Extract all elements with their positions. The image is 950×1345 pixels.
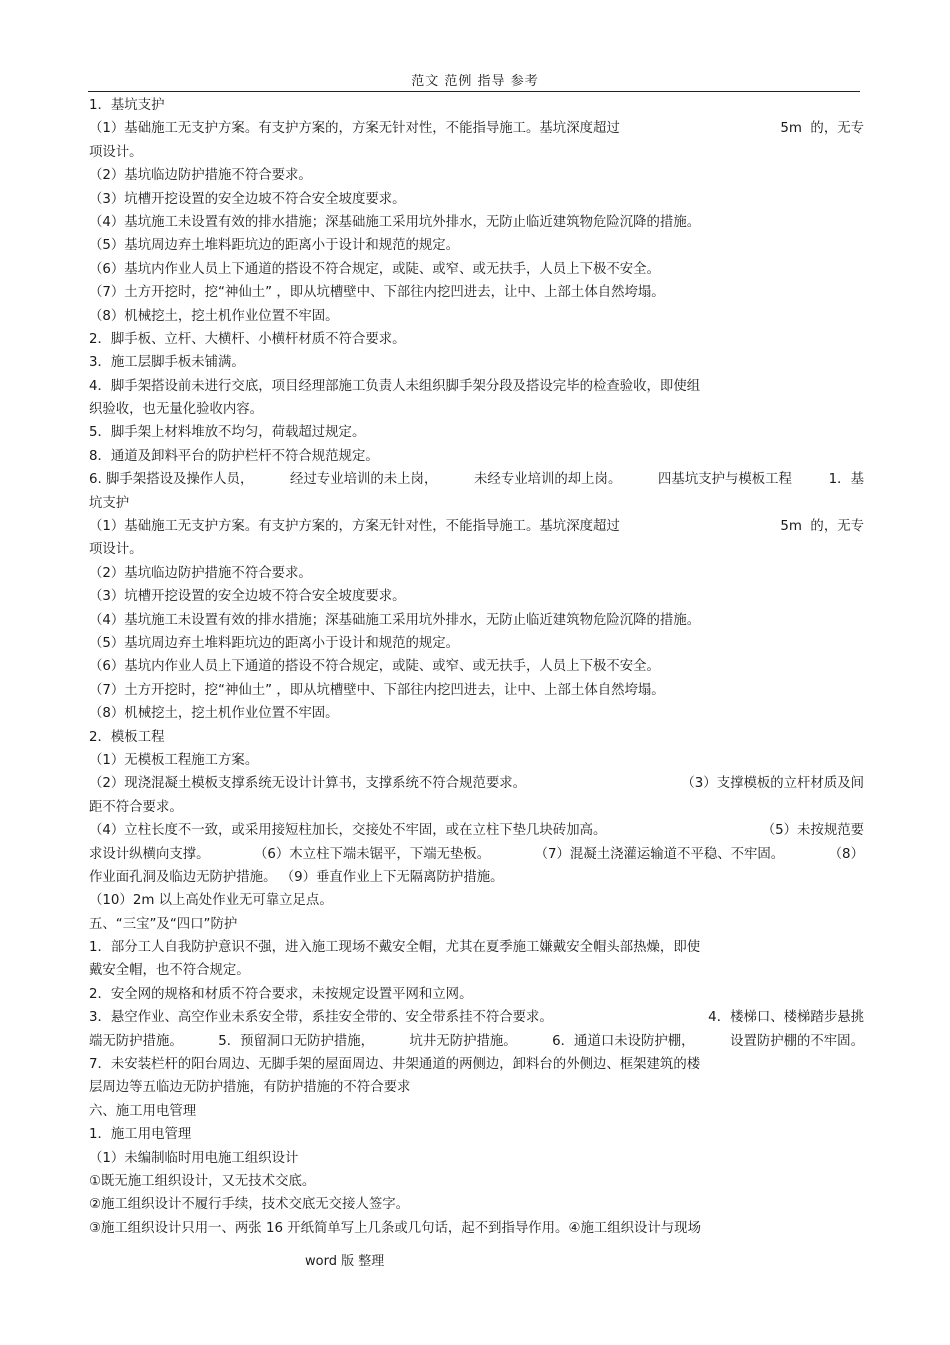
header-divider [88, 91, 860, 92]
text-segment: （5）未按规范要 [761, 823, 864, 839]
text-line: 1．施工用电管理 [89, 1127, 192, 1143]
text-line: 五、“三宝”及“四口”防护 [89, 916, 238, 932]
text-line: （6）基坑内作业人员上下通道的搭设不符合规定，或陡、或窄、或无扶手，人员上下极不安全。 [89, 659, 660, 675]
document-body [89, 94, 864, 1240]
text-line: 戴安全帽，也不符合规定。 [89, 963, 250, 979]
text-line: 层周边等五临边无防护措施，有防护措施的不符合要求 [89, 1080, 411, 1096]
text-line: 项设计。 [89, 144, 143, 160]
text-segment: 四基坑支护与模板工程 [658, 472, 792, 488]
text-line: （2）基坑临边防护措施不符合要求。 [89, 168, 312, 184]
text-line: 六、施工用电管理 [89, 1103, 197, 1119]
text-segment: 端无防护措施。 [89, 1033, 183, 1049]
text-segment: （8） [828, 846, 864, 862]
text-line: 项设计。 [89, 542, 143, 558]
text-line: （5）基坑周边弃土堆料距坑边的距离小于设计和规范的规定。 [89, 635, 460, 651]
page-header: 范文 范例 指导 参考 [411, 74, 539, 89]
text-line [89, 515, 864, 538]
text-segment: 5m 的，无专 [780, 519, 864, 535]
text-line: （1）无模板工程施工方案。 [89, 752, 259, 768]
text-line [89, 843, 864, 866]
text-line: ②施工组织设计不履行手续，技术交底无交接人签字。 [89, 1197, 409, 1213]
text-segment: 6．通道口未设防护棚， [552, 1033, 695, 1049]
text-line: （8）机械挖土，挖土机作业位置不牢固。 [89, 308, 339, 324]
page-footer: word 版 整理 [305, 1254, 385, 1269]
text-line: （6）基坑内作业人员上下通道的搭设不符合规定，或陡、或窄、或无扶手，人员上下极不安全。 [89, 261, 660, 277]
text-line: 2．脚手板、立杆、大横杆、小横杆材质不符合要求。 [89, 331, 406, 347]
text-segment: （4）立柱长度不一致，或采用接短柱加长，交接处不牢固，或在立柱下垫几块砖加高。 [89, 823, 607, 839]
text-segment: 设置防护棚的不牢固。 [730, 1033, 864, 1049]
text-segment: （1）基础施工无支护方案。有支护方案的，方案无针对性，不能指导施工。基坑深度超过 [89, 121, 620, 137]
text-line [89, 772, 864, 795]
text-line [89, 117, 864, 140]
text-segment: 4．楼梯口、楼梯踏步悬挑 [708, 1010, 864, 1026]
text-segment: （7）混凝土浇灌运输道不平稳、不牢固。 [534, 846, 785, 862]
text-line: 5．脚手架上材料堆放不均匀，荷载超过规定。 [89, 425, 366, 441]
text-line: （1）未编制临时用电施工组织设计 [89, 1150, 299, 1166]
text-line [89, 1030, 864, 1053]
text-line [89, 819, 864, 842]
text-segment: 求设计纵横向支撑。 [89, 846, 210, 862]
text-line: 1．基坑支护 [89, 98, 165, 113]
text-segment: 未经专业培训的却上岗。 [474, 472, 622, 488]
text-line [89, 468, 864, 491]
text-segment: 6. 脚手架搭设及操作人员， [89, 472, 254, 488]
text-line: 距不符合要求。 [89, 799, 183, 815]
text-line: （3）坑槽开挖设置的安全边坡不符合安全坡度要求。 [89, 589, 406, 605]
text-segment: 经过专业培训的未上岗， [290, 472, 438, 488]
text-segment: （2）现浇混凝土模板支撑系统无设计计算书，支撑系统不符合规范要求。 [89, 776, 527, 792]
text-line: 2．模板工程 [89, 729, 165, 745]
text-segment: 3．悬空作业、高空作业未系安全带，系挂安全带的、安全带系挂不符合要求。 [89, 1010, 553, 1026]
text-line: 织验收，也无量化验收内容。 [89, 402, 264, 418]
text-line: ①既无施工组织设计，又无技术交底。 [89, 1173, 316, 1189]
text-segment: 坑井无防护措施。 [409, 1033, 517, 1049]
text-line: 7．未安装栏杆的阳台周边、无脚手架的屋面周边、井架通道的两侧边，卸料台的外侧边、框架建筑的楼 [89, 1057, 701, 1073]
text-segment: （1）基础施工无支护方案。有支护方案的，方案无针对性，不能指导施工。基坑深度超过 [89, 519, 620, 535]
text-line: （7）土方开挖时，挖“神仙土” ，即从坑槽壁中、下部往内挖凹进去，让中、上部土体自然垮塌。 [89, 285, 665, 301]
text-line: （2）基坑临边防护措施不符合要求。 [89, 565, 312, 581]
text-line: 2．安全网的规格和材质不符合要求，未按规定设置平网和立网。 [89, 986, 473, 1002]
text-line: （4）基坑施工未设置有效的排水措施；深基础施工采用坑外排水，无防止临近建筑物危险沉降的措施。 [89, 214, 701, 230]
text-line: 3．施工层脚手板未铺满。 [89, 355, 245, 371]
text-line: 8．通道及卸料平台的防护栏杆不符合规范规定。 [89, 448, 379, 464]
text-line [89, 1006, 864, 1029]
text-line: （5）基坑周边弃土堆料距坑边的距离小于设计和规范的规定。 [89, 238, 460, 254]
text-line: ③施工组织设计只用一、两张 16 开纸简单写上几条或几句话，起不到指导作用。④施工组织设计与现场 [89, 1220, 701, 1236]
text-line: 坑支护 [89, 495, 130, 511]
text-segment: 5m 的，无专 [780, 121, 864, 137]
text-line: 4．脚手架搭设前未进行交底，项目经理部施工负责人未组织脚手架分段及搭设完毕的检查验收，即使组 [89, 378, 701, 394]
text-line: （4）基坑施工未设置有效的排水措施；深基础施工采用坑外排水，无防止临近建筑物危险沉降的措施。 [89, 612, 701, 628]
text-segment: （3）支撑模板的立杆材质及间 [681, 776, 864, 792]
text-line: （7）土方开挖时，挖“神仙土” ，即从坑槽壁中、下部往内挖凹进去，让中、上部土体自然垮塌。 [89, 682, 665, 698]
text-line: 1．部分工人自我防护意识不强，进入施工现场不戴安全帽，尤其在夏季施工嫌戴安全帽头部热燥，即使 [89, 940, 701, 956]
text-line: （10）2m 以上高处作业无可靠立足点。 [89, 893, 333, 909]
text-line: （3）坑槽开挖设置的安全边坡不符合安全坡度要求。 [89, 191, 406, 207]
text-line: 作业面孔洞及临边无防护措施。 （9）垂直作业上下无隔离防护措施。 [89, 869, 504, 885]
text-segment: 1．基 [828, 472, 864, 488]
text-line: （8）机械挖土，挖土机作业位置不牢固。 [89, 706, 339, 722]
text-segment: 5．预留洞口无防护措施， [218, 1033, 375, 1049]
text-segment: （6）木立柱下端未锯平，下端无垫板。 [253, 846, 491, 862]
